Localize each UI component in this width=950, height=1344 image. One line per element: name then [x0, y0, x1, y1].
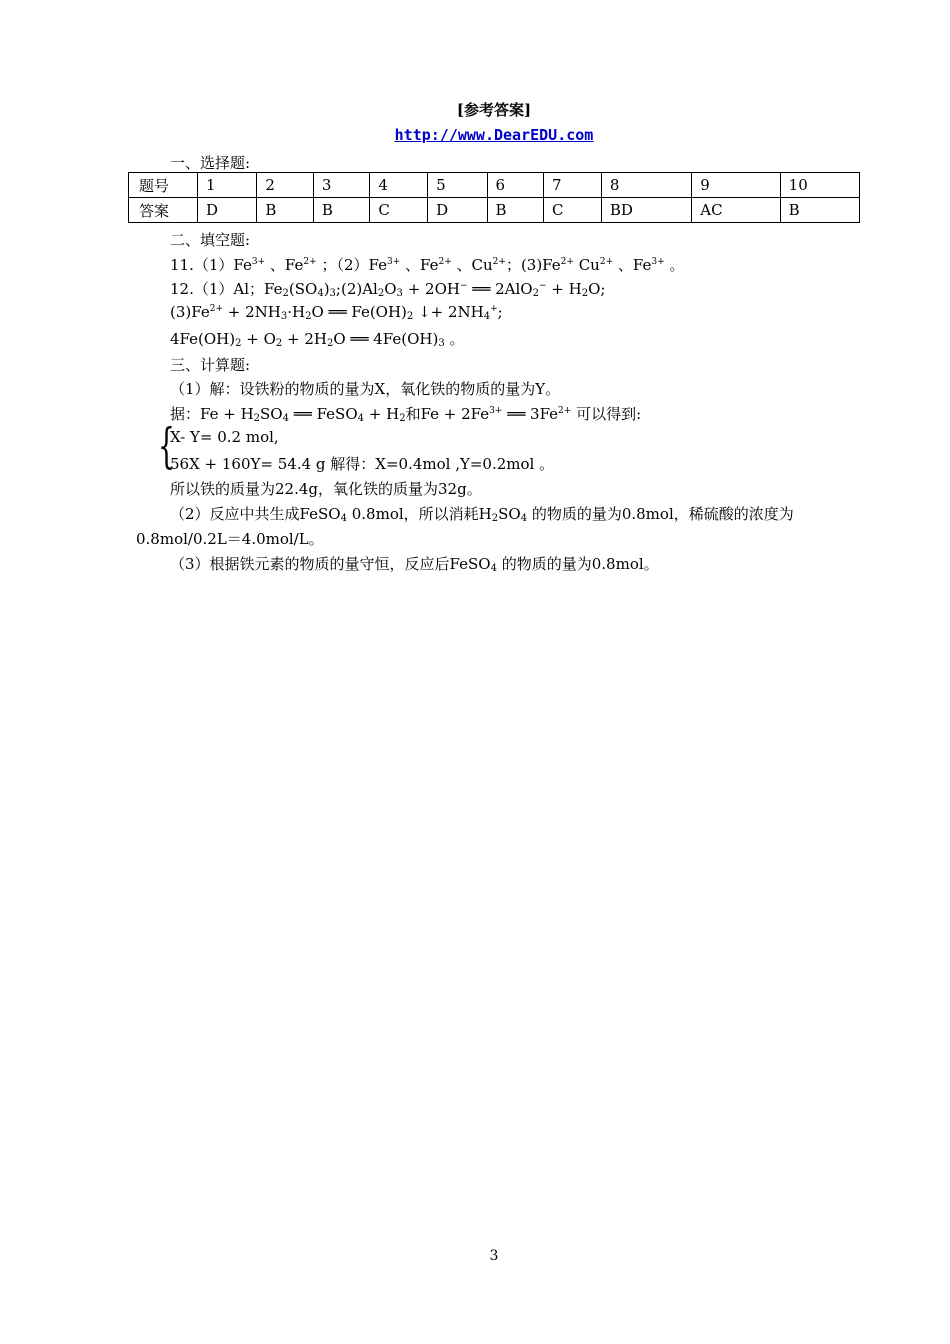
q12-line-2: $(3)Fe^{2+} + 2NH_3\cdot H_2O$ ══ $Fe(OH)_2$ ↓+ $2NH_4^+$;	[170, 303, 503, 322]
answer-title: [参考答案]	[456, 101, 532, 119]
table-cell: D	[198, 198, 257, 223]
table-cell: 6	[487, 173, 544, 198]
table-cell: 9	[692, 173, 780, 198]
table-cell: B	[487, 198, 544, 223]
table-cell: 8	[601, 173, 691, 198]
table-cell: B	[313, 198, 370, 223]
calc-line-6: （3）根据铁元素的物质的量守恒，反应后FeSO$_4$ 的物质的量为0.8mol。	[170, 555, 659, 574]
equation-1: X- Y= 0.2 mol,	[170, 428, 279, 446]
equation-brace: {	[158, 418, 175, 474]
table-cell: AC	[692, 198, 780, 223]
equation-2: 56X + 160Y= 54.4 g 解得：X=0.4mol ,Y=0.2mol 。	[170, 455, 555, 473]
website-link[interactable]: http://www.DearEDU.com	[394, 126, 594, 144]
table-cell: 7	[544, 173, 602, 198]
answer-table	[128, 172, 860, 223]
section-heading-calc: 三、计算题:	[170, 356, 251, 374]
table-cell: 10	[780, 173, 859, 198]
calc-line-3: 所以铁的质量为22.4g，氧化铁的质量为32g。	[170, 480, 482, 498]
q11-line: $11.(1)Fe^{3+}$ 、$Fe^{2+}$ ；$(2)Fe^{3+}$ 、$Fe^{2+}$ 、$Cu^{2+}$；$(3)Fe^{2+}$ $Cu^{2+}$ 、$Fe^{3+}$ 。	[170, 256, 685, 274]
calc-line-5: 0.8mol/0.2L＝4.0mol/L。	[136, 530, 324, 548]
q12-line-1: 12.（1）Al；$Fe_2(SO_4)_3;(2)Al_2O_3 + 2OH^-$ ══ $2AlO_2^- + H_2O$;	[170, 280, 606, 299]
q12-line-3: $4Fe(OH)_2 + O_2 + 2H_2O$ ══ $4Fe(OH)_3$ 。	[170, 330, 465, 349]
table-cell: 1	[198, 173, 257, 198]
table-cell: 4	[370, 173, 428, 198]
table-cell: B	[257, 198, 314, 223]
section-heading-fill: 二、填空题:	[170, 231, 251, 249]
table-cell: C	[370, 198, 428, 223]
table-cell: 5	[428, 173, 487, 198]
table-cell: 2	[257, 173, 314, 198]
table-cell: BD	[601, 198, 691, 223]
table-row	[129, 173, 860, 198]
row-header-number: 题号	[129, 173, 198, 198]
table-cell: D	[428, 198, 487, 223]
row-header-answer: 答案	[129, 198, 198, 223]
section-heading-choice: 一、选择题:	[170, 154, 251, 172]
table-cell: 3	[313, 173, 370, 198]
table-cell: C	[544, 198, 602, 223]
calc-line-2: 据：$Fe + H_2SO_4$ ══ FeSO$_4$ + $H_2$和$Fe + 2Fe^{3+}$ ══ $3Fe^{2+}$ 可以得到:	[170, 405, 642, 424]
calc-line-4: （2）反应中共生成FeSO$_4$ 0.8mol，所以消耗$H_2SO_4$ 的物质的量为0.8mol，稀硫酸的浓度为	[170, 505, 794, 524]
calc-line-1: （1）解：设铁粉的物质的量为X，氧化铁的物质的量为Y。	[170, 380, 561, 398]
table-cell: B	[780, 198, 859, 223]
page-number: 3	[489, 1248, 499, 1264]
table-row	[129, 198, 860, 223]
